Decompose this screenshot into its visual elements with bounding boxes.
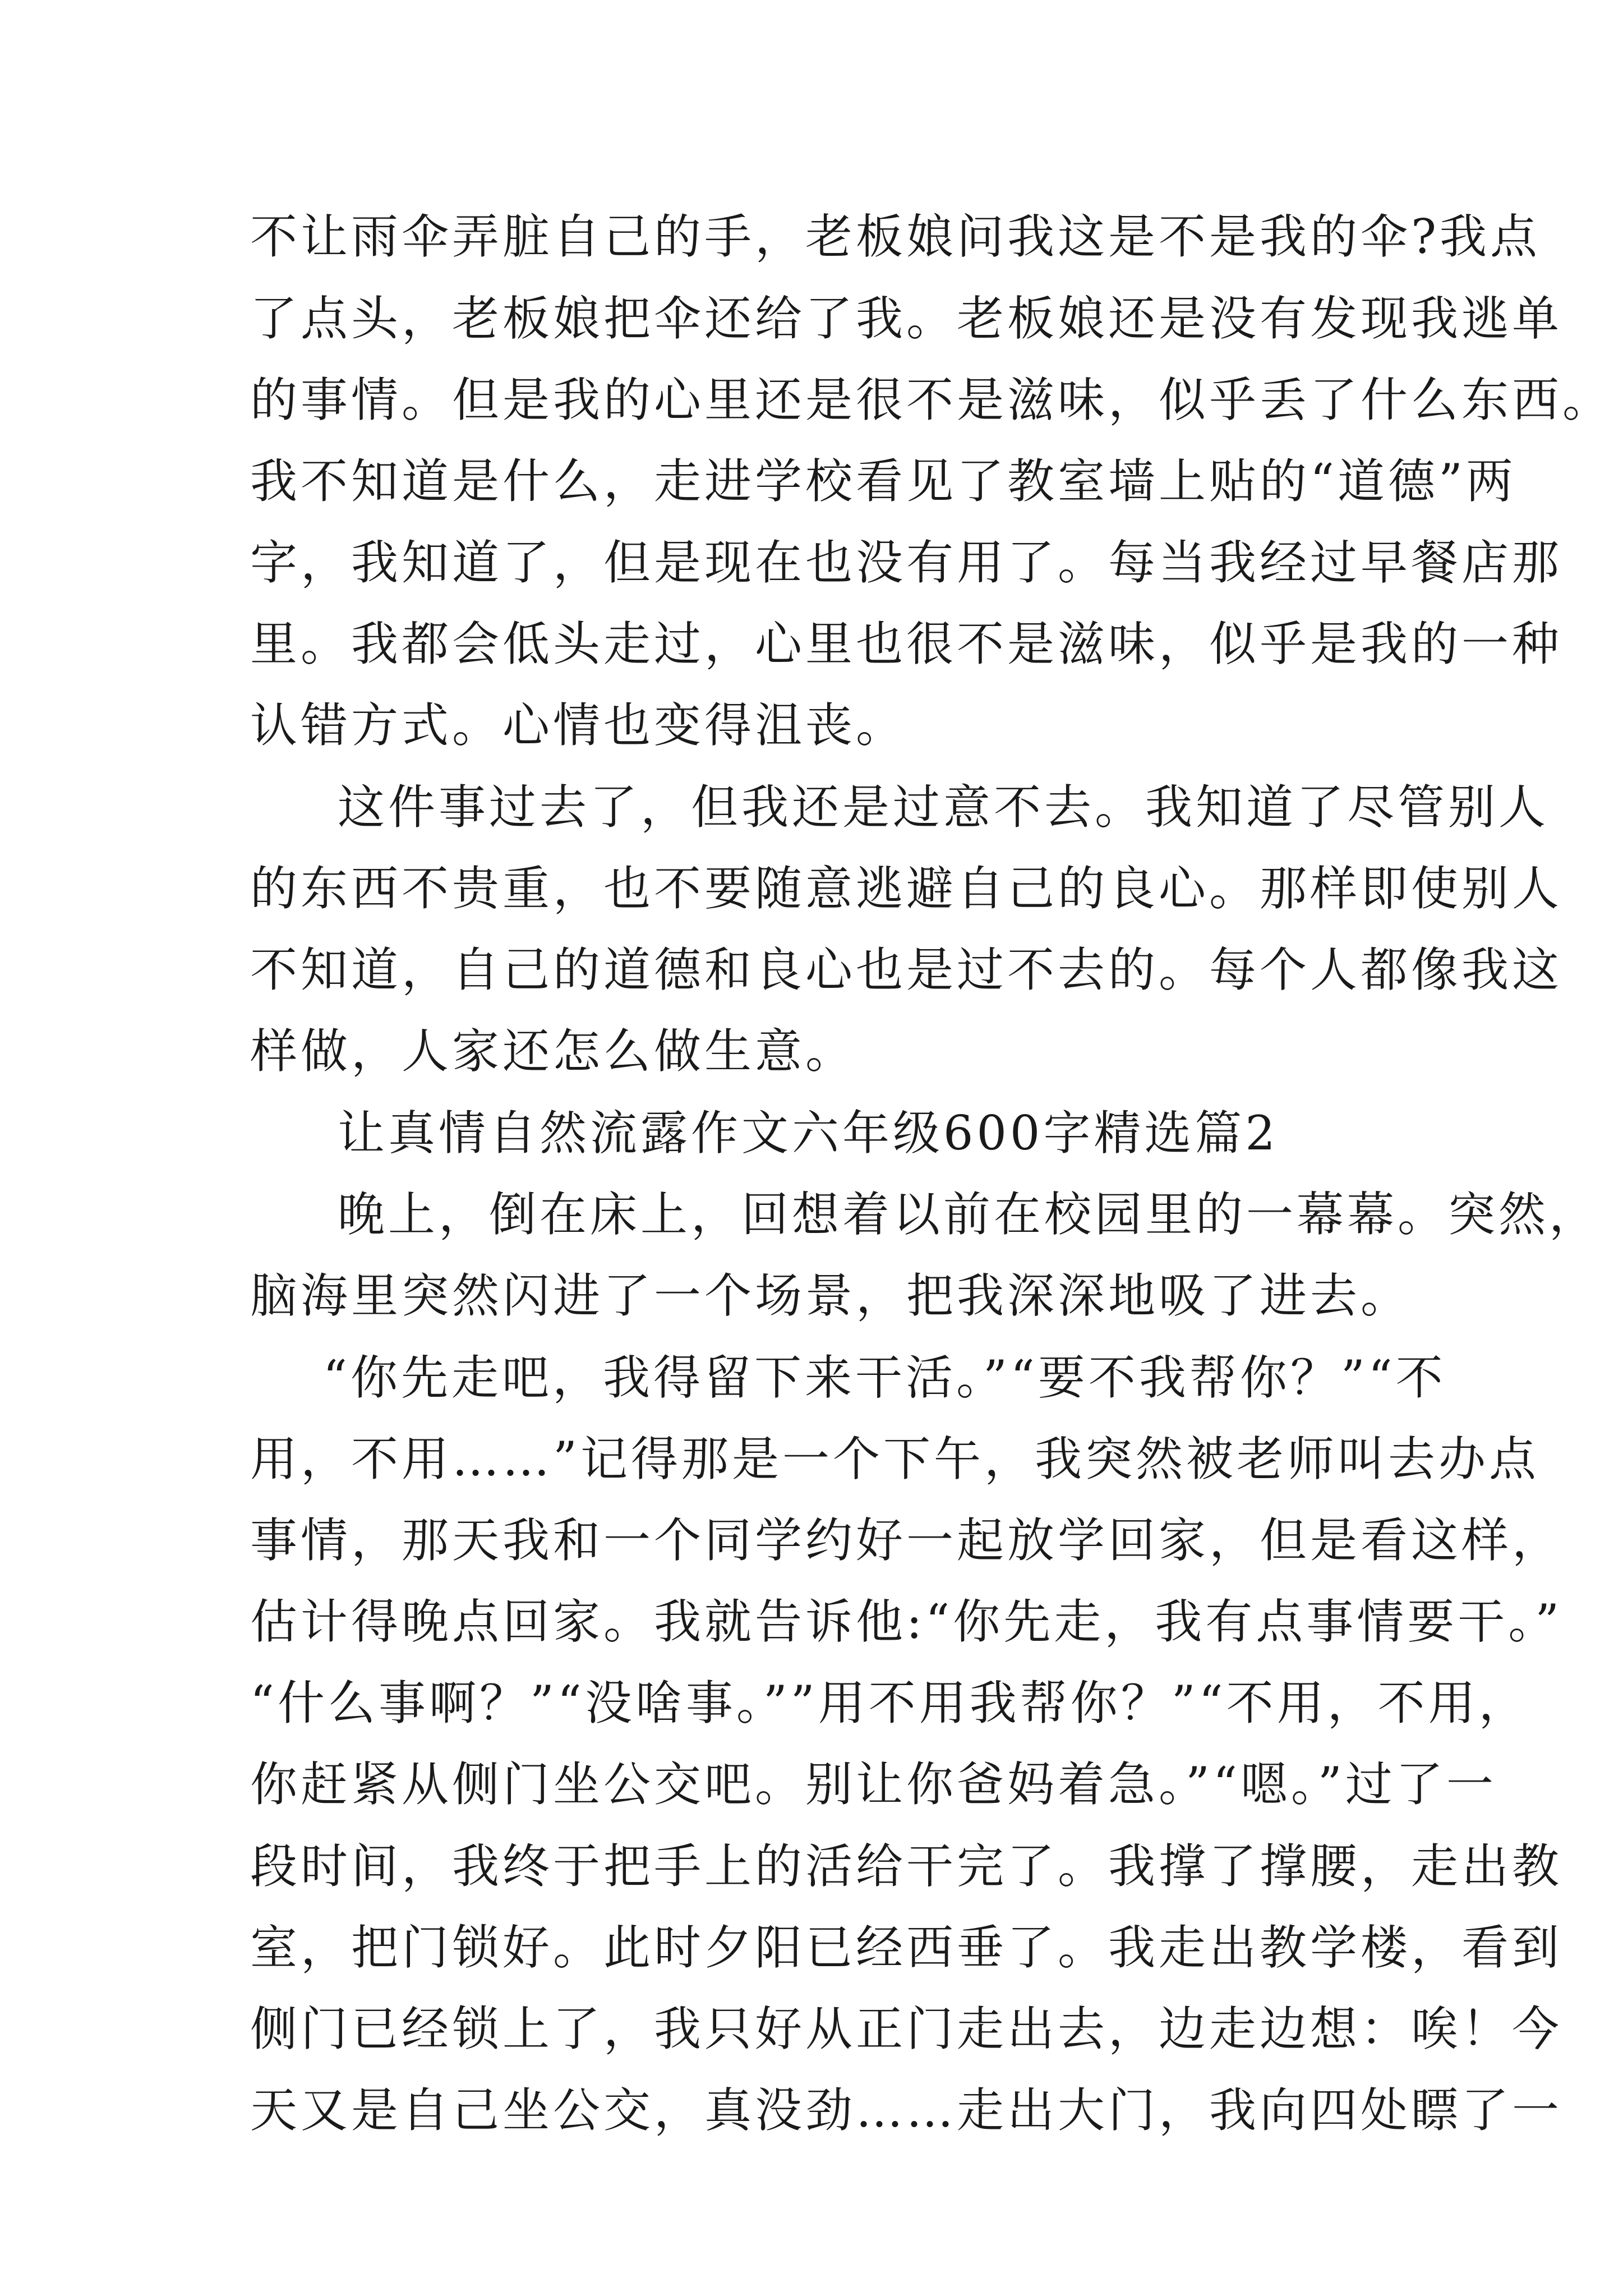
text-line: 估计得晚点回家。我就告诉他:“你先走，我有点事情要干。” (250, 1594, 1563, 1649)
text-line: 晚上，倒在床上，回想着以前在校园里的一幕幕。突然， (338, 1187, 1600, 1242)
text-line: 不让雨伞弄脏自己的手，老板娘问我这是不是我的伞?我点 (250, 209, 1541, 264)
section-heading: 让真情自然流露作文六年级600字精选篇2 (338, 1106, 1279, 1161)
text-line: 里。我都会低头走过，心里也很不是滋味，似乎是我的一种 (250, 616, 1563, 671)
text-line: 的事情。但是我的心里还是很不是滋味，似乎丢了什么东西。 (250, 372, 1613, 427)
text-line: 字，我知道了，但是现在也没有用了。每当我经过早餐店那 (250, 535, 1563, 590)
text-line: 这件事过去了，但我还是过意不去。我知道了尽管别人 (338, 780, 1550, 835)
text-line: 不知道，自己的道德和良心也是过不去的。每个人都像我这 (250, 942, 1563, 997)
text-line: 你赶紧从侧门坐公交吧。别让你爸妈着急。”“嗯。”过了一 (250, 1757, 1497, 1812)
text-line: 的东西不贵重，也不要随意逃避自己的良心。那样即使别人 (250, 861, 1563, 916)
text-line: 侧门已经锁上了，我只好从正门走出去，边走边想：唉！今 (250, 2001, 1563, 2056)
text-line: “你先走吧，我得留下来干活。”“要不我帮你？”“不 (323, 1350, 1446, 1405)
text-line: 段时间，我终于把手上的活给干完了。我撑了撑腰，走出教 (250, 1839, 1563, 1894)
text-line: 事情，那天我和一个同学约好一起放学回家，但是看这样， (250, 1513, 1563, 1568)
text-line: 用，不用……”记得那是一个下午，我突然被老师叫去办点 (250, 1432, 1539, 1487)
text-line: 了点头，老板娘把伞还给了我。老板娘还是没有发现我逃单 (250, 291, 1563, 346)
text-line: 我不知道是什么，走进学校看见了教室墙上贴的“道德”两 (250, 454, 1516, 509)
text-line: 样做，人家还怎么做生意。 (250, 1024, 856, 1079)
text-line: 脑海里突然闪进了一个场景，把我深深地吸了进去。 (250, 1268, 1412, 1323)
text-line: 天又是自己坐公交，真没劲……走出大门，我向四处瞟了一 (250, 2083, 1563, 2138)
text-line: 室，把门锁好。此时夕阳已经西垂了。我走出教学楼，看到 (250, 1920, 1563, 1975)
text-line: “什么事啊？”“没啥事。””用不用我帮你？”“不用，不用， (250, 1676, 1529, 1731)
text-line: 认错方式。心情也变得沮丧。 (250, 698, 907, 753)
